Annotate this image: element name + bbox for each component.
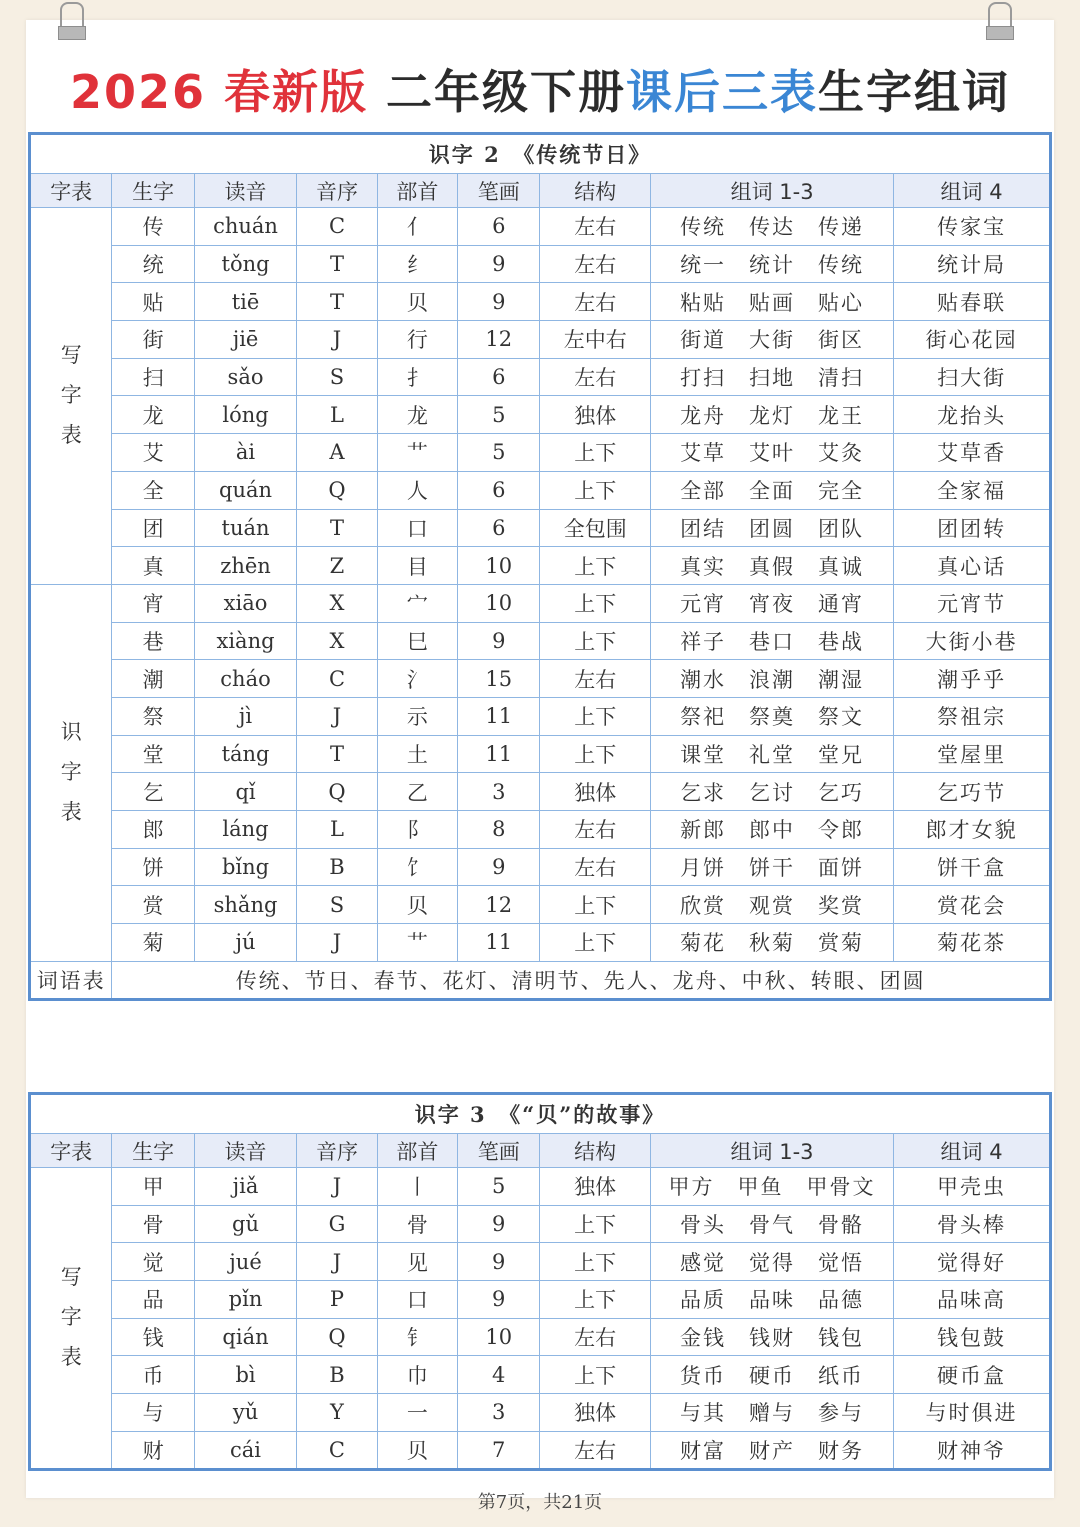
table-row	[30, 660, 1051, 698]
title-grade: 二年级下册	[386, 65, 627, 119]
vocabulary-row	[30, 961, 1051, 999]
character-cell: 赏	[112, 886, 194, 924]
stroke-count-cell: 4	[458, 1356, 540, 1394]
table-row	[30, 1281, 1051, 1319]
stroke-count-cell: 10	[458, 547, 540, 585]
radical-cell: 口	[377, 1281, 457, 1319]
initial-letter-cell: S	[297, 886, 377, 924]
extra-word-cell: 钱包鼓	[894, 1318, 1051, 1356]
structure-cell: 上下	[540, 547, 651, 585]
extra-word-cell: 甲壳虫	[894, 1168, 1051, 1206]
extra-word-cell: 饼干盒	[894, 848, 1051, 886]
word-list-cell: 甲方 甲鱼 甲骨文	[650, 1168, 893, 1206]
extra-word-cell: 扫大街	[894, 358, 1051, 396]
column-header: 生字	[112, 1134, 194, 1168]
table-row	[30, 697, 1051, 735]
character-cell: 甲	[112, 1168, 194, 1206]
pinyin-cell: tuán	[194, 509, 297, 547]
character-cell: 祭	[112, 697, 194, 735]
initial-letter-cell: J	[297, 1168, 377, 1206]
pinyin-cell: jué	[194, 1243, 296, 1281]
stroke-count-cell: 6	[458, 509, 540, 547]
pinyin-cell: chuán	[194, 208, 297, 246]
stroke-count-cell: 3	[458, 1394, 540, 1432]
structure-cell: 左右	[540, 848, 651, 886]
word-list-cell: 传统 传达 传递	[650, 208, 893, 246]
pinyin-cell: cái	[194, 1431, 296, 1469]
pinyin-cell: jú	[194, 924, 297, 962]
initial-letter-cell: T	[297, 245, 377, 283]
initial-letter-cell: J	[297, 924, 377, 962]
pinyin-cell: gǔ	[194, 1205, 296, 1243]
table-row	[30, 547, 1051, 585]
radical-cell: 一	[377, 1394, 457, 1432]
structure-cell: 上下	[540, 1243, 651, 1281]
pinyin-cell: xiàng	[194, 622, 297, 660]
extra-word-cell: 骨头棒	[894, 1205, 1051, 1243]
character-cell: 潮	[112, 660, 194, 698]
extra-word-cell: 街心花园	[894, 321, 1051, 359]
character-cell: 扫	[112, 358, 194, 396]
radical-cell: 乙	[377, 773, 457, 811]
title-tables: 课后三表	[626, 65, 819, 119]
column-header: 笔画	[458, 1134, 540, 1168]
vocabulary-list: 传统、节日、春节、花灯、清明节、先人、龙舟、中秋、转眼、团圆	[112, 961, 1051, 999]
pinyin-cell: bì	[194, 1356, 296, 1394]
extra-word-cell: 全家福	[894, 471, 1051, 509]
stroke-count-cell: 10	[458, 1318, 540, 1356]
initial-letter-cell: G	[297, 1205, 377, 1243]
stroke-count-cell: 11	[458, 735, 540, 773]
table-row	[30, 773, 1051, 811]
structure-cell: 上下	[540, 697, 651, 735]
table-row	[30, 1168, 1051, 1206]
structure-cell: 上下	[540, 1205, 651, 1243]
initial-letter-cell: P	[297, 1281, 377, 1319]
table-row	[30, 509, 1051, 547]
character-cell: 品	[112, 1281, 194, 1319]
structure-cell: 左右	[540, 1318, 651, 1356]
stroke-count-cell: 5	[458, 1168, 540, 1206]
pinyin-cell: tiē	[194, 283, 297, 321]
stroke-count-cell: 9	[458, 622, 540, 660]
extra-word-cell: 统计局	[894, 245, 1051, 283]
extra-word-cell: 郎才女貌	[894, 811, 1051, 849]
pinyin-cell: zhēn	[194, 547, 297, 585]
word-list-cell: 祥子 巷口 巷战	[650, 622, 893, 660]
table-row	[30, 471, 1051, 509]
stroke-count-cell: 8	[458, 811, 540, 849]
pinyin-cell: cháo	[194, 660, 297, 698]
table-row	[30, 434, 1051, 472]
character-cell: 郎	[112, 811, 194, 849]
table-row	[30, 848, 1051, 886]
radical-cell: 饣	[377, 848, 457, 886]
group-label	[30, 1168, 112, 1470]
word-list-cell: 课堂 礼堂 堂兄	[650, 735, 893, 773]
structure-cell: 上下	[540, 471, 651, 509]
table-row	[30, 396, 1051, 434]
stroke-count-cell: 5	[458, 396, 540, 434]
initial-letter-cell: C	[297, 1431, 377, 1469]
stroke-count-cell: 6	[458, 358, 540, 396]
stroke-count-cell: 9	[458, 283, 540, 321]
column-header: 结构	[540, 1134, 651, 1168]
column-header: 部首	[377, 174, 457, 208]
table-row	[30, 1318, 1051, 1356]
initial-letter-cell: T	[297, 509, 377, 547]
initial-letter-cell: Q	[297, 773, 377, 811]
structure-cell: 左右	[540, 1431, 651, 1469]
extra-word-cell: 硬币盒	[894, 1356, 1051, 1394]
stroke-count-cell: 11	[458, 924, 540, 962]
pinyin-cell: jiē	[194, 321, 297, 359]
pinyin-cell: yǔ	[194, 1394, 296, 1432]
stroke-count-cell: 7	[458, 1431, 540, 1469]
character-cell: 币	[112, 1356, 194, 1394]
structure-cell: 上下	[540, 622, 651, 660]
structure-cell: 左右	[540, 358, 651, 396]
structure-cell: 左右	[540, 283, 651, 321]
character-cell: 财	[112, 1431, 194, 1469]
character-cell: 统	[112, 245, 194, 283]
lesson-title-row	[30, 1094, 1051, 1134]
extra-word-cell: 艾草香	[894, 434, 1051, 472]
structure-cell: 上下	[540, 1281, 651, 1319]
radical-cell: 龙	[377, 396, 457, 434]
character-cell: 钱	[112, 1318, 194, 1356]
radical-cell: 氵	[377, 660, 457, 698]
initial-letter-cell: X	[297, 622, 377, 660]
table-row	[30, 358, 1051, 396]
group-label	[30, 584, 112, 961]
word-list-cell: 街道 大街 街区	[650, 321, 893, 359]
stroke-count-cell: 3	[458, 773, 540, 811]
radical-cell: 丨	[377, 1168, 457, 1206]
column-header: 结构	[540, 174, 651, 208]
radical-cell: 亻	[377, 208, 457, 246]
character-cell: 龙	[112, 396, 194, 434]
table-row	[30, 622, 1051, 660]
extra-word-cell: 元宵节	[894, 584, 1051, 622]
radical-cell: 钅	[377, 1318, 457, 1356]
word-list-cell: 欣赏 观赏 奖赏	[650, 886, 893, 924]
character-cell: 觉	[112, 1243, 194, 1281]
word-list-cell: 品质 品味 品德	[650, 1281, 893, 1319]
structure-cell: 左右	[540, 811, 651, 849]
extra-word-cell: 潮乎乎	[894, 660, 1051, 698]
word-list-cell: 打扫 扫地 清扫	[650, 358, 893, 396]
radical-cell: 行	[377, 321, 457, 359]
pinyin-cell: bǐng	[194, 848, 297, 886]
extra-word-cell: 堂屋里	[894, 735, 1051, 773]
initial-letter-cell: T	[297, 735, 377, 773]
group-label-text: 识字表	[60, 719, 82, 824]
word-list-cell: 菊花 秋菊 赏菊	[650, 924, 893, 962]
stroke-count-cell: 12	[458, 886, 540, 924]
word-list-cell: 粘贴 贴画 贴心	[650, 283, 893, 321]
column-header: 读音	[194, 1134, 296, 1168]
column-header: 组词 4	[894, 1134, 1051, 1168]
stroke-count-cell: 10	[458, 584, 540, 622]
structure-cell: 上下	[540, 1356, 651, 1394]
lesson-title: 识字 2 《传统节日》	[30, 134, 1051, 174]
pinyin-cell: xiāo	[194, 584, 297, 622]
radical-cell: 艹	[377, 434, 457, 472]
column-header: 音序	[297, 1134, 377, 1168]
character-cell: 全	[112, 471, 194, 509]
radical-cell: 贝	[377, 283, 457, 321]
initial-letter-cell: J	[297, 321, 377, 359]
structure-cell: 独体	[540, 1168, 651, 1206]
extra-word-cell: 觉得好	[894, 1243, 1051, 1281]
initial-letter-cell: T	[297, 283, 377, 321]
column-header: 字表	[30, 174, 112, 208]
stroke-count-cell: 11	[458, 697, 540, 735]
word-list-cell: 金钱 钱财 钱包	[650, 1318, 893, 1356]
initial-letter-cell: J	[297, 1243, 377, 1281]
word-list-cell: 感觉 觉得 觉悟	[650, 1243, 893, 1281]
table-row	[30, 283, 1051, 321]
group-label-text: 写字表	[60, 1264, 82, 1369]
extra-word-cell: 赏花会	[894, 886, 1051, 924]
stroke-count-cell: 15	[458, 660, 540, 698]
column-header: 组词 4	[894, 174, 1051, 208]
radical-cell: 示	[377, 697, 457, 735]
radical-cell: 口	[377, 509, 457, 547]
initial-letter-cell: Z	[297, 547, 377, 585]
word-list-cell: 骨头 骨气 骨骼	[650, 1205, 893, 1243]
column-header: 音序	[297, 174, 377, 208]
structure-cell: 左右	[540, 245, 651, 283]
binder-clip-icon	[52, 0, 92, 40]
character-cell: 饼	[112, 848, 194, 886]
pinyin-cell: láng	[194, 811, 297, 849]
page-number: 第7页，共21页	[477, 1492, 603, 1513]
character-cell: 菊	[112, 924, 194, 962]
stroke-count-cell: 9	[458, 1243, 540, 1281]
header-row	[30, 1134, 1051, 1168]
table-row	[30, 886, 1051, 924]
radical-cell: 见	[377, 1243, 457, 1281]
character-cell: 传	[112, 208, 194, 246]
word-list-cell: 龙舟 龙灯 龙王	[650, 396, 893, 434]
extra-word-cell: 财神爷	[894, 1431, 1051, 1469]
initial-letter-cell: X	[297, 584, 377, 622]
extra-word-cell: 乞巧节	[894, 773, 1051, 811]
radical-cell: 人	[377, 471, 457, 509]
table-row	[30, 924, 1051, 962]
initial-letter-cell: B	[297, 1356, 377, 1394]
column-header: 读音	[194, 174, 297, 208]
word-list-cell: 团结 团圆 团队	[650, 509, 893, 547]
word-list-cell: 元宵 宵夜 通宵	[650, 584, 893, 622]
title-edition: 2026 春新版	[69, 65, 369, 119]
pinyin-cell: quán	[194, 471, 297, 509]
radical-cell: 纟	[377, 245, 457, 283]
character-cell: 团	[112, 509, 194, 547]
stroke-count-cell: 9	[458, 1205, 540, 1243]
table-row	[30, 1356, 1051, 1394]
structure-cell: 独体	[540, 396, 651, 434]
column-header: 笔画	[458, 174, 540, 208]
pinyin-cell: tǒng	[194, 245, 297, 283]
word-list-cell: 月饼 饼干 面饼	[650, 848, 893, 886]
pinyin-cell: pǐn	[194, 1281, 296, 1319]
pinyin-cell: sǎo	[194, 358, 297, 396]
structure-cell: 上下	[540, 735, 651, 773]
column-header: 字表	[30, 1134, 112, 1168]
group-label-text: 写字表	[60, 343, 82, 447]
structure-cell: 独体	[540, 773, 651, 811]
extra-word-cell: 传家宝	[894, 208, 1051, 246]
character-cell: 乞	[112, 773, 194, 811]
radical-cell: 艹	[377, 924, 457, 962]
radical-cell: 宀	[377, 584, 457, 622]
initial-letter-cell: B	[297, 848, 377, 886]
extra-word-cell: 龙抬头	[894, 396, 1051, 434]
character-cell: 街	[112, 321, 194, 359]
stroke-count-cell: 6	[458, 471, 540, 509]
extra-word-cell: 贴春联	[894, 283, 1051, 321]
pinyin-cell: shǎng	[194, 886, 297, 924]
lesson-table	[28, 132, 1052, 1001]
page-title	[0, 56, 1080, 122]
table-row	[30, 1205, 1051, 1243]
stroke-count-cell: 9	[458, 848, 540, 886]
stroke-count-cell: 12	[458, 321, 540, 359]
radical-cell: 贝	[377, 886, 457, 924]
word-list-cell: 艾草 艾叶 艾灸	[650, 434, 893, 472]
word-list-cell: 乞求 乞讨 乞巧	[650, 773, 893, 811]
column-header: 组词 1-3	[650, 174, 893, 208]
word-list-cell: 与其 赠与 参与	[650, 1394, 893, 1432]
stroke-count-cell: 9	[458, 245, 540, 283]
initial-letter-cell: C	[297, 208, 377, 246]
structure-cell: 左中右	[540, 321, 651, 359]
initial-letter-cell: Q	[297, 471, 377, 509]
structure-cell: 左右	[540, 660, 651, 698]
table-row	[30, 208, 1051, 246]
initial-letter-cell: L	[297, 811, 377, 849]
word-list-cell: 财富 财产 财务	[650, 1431, 893, 1469]
character-cell: 真	[112, 547, 194, 585]
initial-letter-cell: A	[297, 434, 377, 472]
initial-letter-cell: C	[297, 660, 377, 698]
extra-word-cell: 大街小巷	[894, 622, 1051, 660]
structure-cell: 上下	[540, 924, 651, 962]
radical-cell: 扌	[377, 358, 457, 396]
stroke-count-cell: 9	[458, 1281, 540, 1319]
character-cell: 艾	[112, 434, 194, 472]
word-list-cell: 统一 统计 传统	[650, 245, 893, 283]
table-row	[30, 811, 1051, 849]
pinyin-cell: jiǎ	[194, 1168, 296, 1206]
initial-letter-cell: Q	[297, 1318, 377, 1356]
lesson-title: 识字 3 《“贝”的故事》	[30, 1094, 1051, 1134]
word-list-cell: 真实 真假 真诚	[650, 547, 893, 585]
table-row	[30, 735, 1051, 773]
initial-letter-cell: Y	[297, 1394, 377, 1432]
extra-word-cell: 真心话	[894, 547, 1051, 585]
word-list-cell: 新郎 郎中 令郎	[650, 811, 893, 849]
title-topic: 生字组词	[818, 65, 1011, 119]
column-header: 生字	[112, 174, 194, 208]
pinyin-cell: ài	[194, 434, 297, 472]
pinyin-cell: qǐ	[194, 773, 297, 811]
table-row	[30, 584, 1051, 622]
word-list-cell: 潮水 浪潮 潮湿	[650, 660, 893, 698]
character-cell: 骨	[112, 1205, 194, 1243]
pinyin-cell: táng	[194, 735, 297, 773]
pinyin-cell: lóng	[194, 396, 297, 434]
radical-cell: 目	[377, 547, 457, 585]
structure-cell: 左右	[540, 208, 651, 246]
extra-word-cell: 品味高	[894, 1281, 1051, 1319]
radical-cell: 土	[377, 735, 457, 773]
column-header: 部首	[377, 1134, 457, 1168]
structure-cell: 上下	[540, 886, 651, 924]
initial-letter-cell: J	[297, 697, 377, 735]
radical-cell: 骨	[377, 1205, 457, 1243]
initial-letter-cell: L	[297, 396, 377, 434]
lesson-table	[28, 1092, 1052, 1471]
word-list-cell: 货币 硬币 纸币	[650, 1356, 893, 1394]
pinyin-cell: qián	[194, 1318, 296, 1356]
column-header: 组词 1-3	[650, 1134, 893, 1168]
radical-cell: 巾	[377, 1356, 457, 1394]
radical-cell: 阝	[377, 811, 457, 849]
lesson-title-row	[30, 134, 1051, 174]
radical-cell: 贝	[377, 1431, 457, 1469]
pinyin-cell: jì	[194, 697, 297, 735]
table-row	[30, 245, 1051, 283]
character-cell: 贴	[112, 283, 194, 321]
table-row	[30, 1394, 1051, 1432]
extra-word-cell: 与时俱进	[894, 1394, 1051, 1432]
structure-cell: 独体	[540, 1394, 651, 1432]
word-list-cell: 祭祀 祭奠 祭文	[650, 697, 893, 735]
character-cell: 巷	[112, 622, 194, 660]
character-cell: 堂	[112, 735, 194, 773]
table-row	[30, 321, 1051, 359]
vocabulary-label: 词语表	[30, 961, 112, 999]
word-list-cell: 全部 全面 完全	[650, 471, 893, 509]
structure-cell: 上下	[540, 584, 651, 622]
radical-cell: 巳	[377, 622, 457, 660]
initial-letter-cell: S	[297, 358, 377, 396]
extra-word-cell: 祭祖宗	[894, 697, 1051, 735]
extra-word-cell: 团团转	[894, 509, 1051, 547]
structure-cell: 全包围	[540, 509, 651, 547]
character-cell: 与	[112, 1394, 194, 1432]
binder-clip-icon	[980, 0, 1020, 40]
structure-cell: 上下	[540, 434, 651, 472]
header-row	[30, 174, 1051, 208]
extra-word-cell: 菊花茶	[894, 924, 1051, 962]
stroke-count-cell: 5	[458, 434, 540, 472]
group-label	[30, 208, 112, 585]
stroke-count-cell: 6	[458, 208, 540, 246]
character-cell: 宵	[112, 584, 194, 622]
table-row	[30, 1431, 1051, 1469]
table-row	[30, 1243, 1051, 1281]
